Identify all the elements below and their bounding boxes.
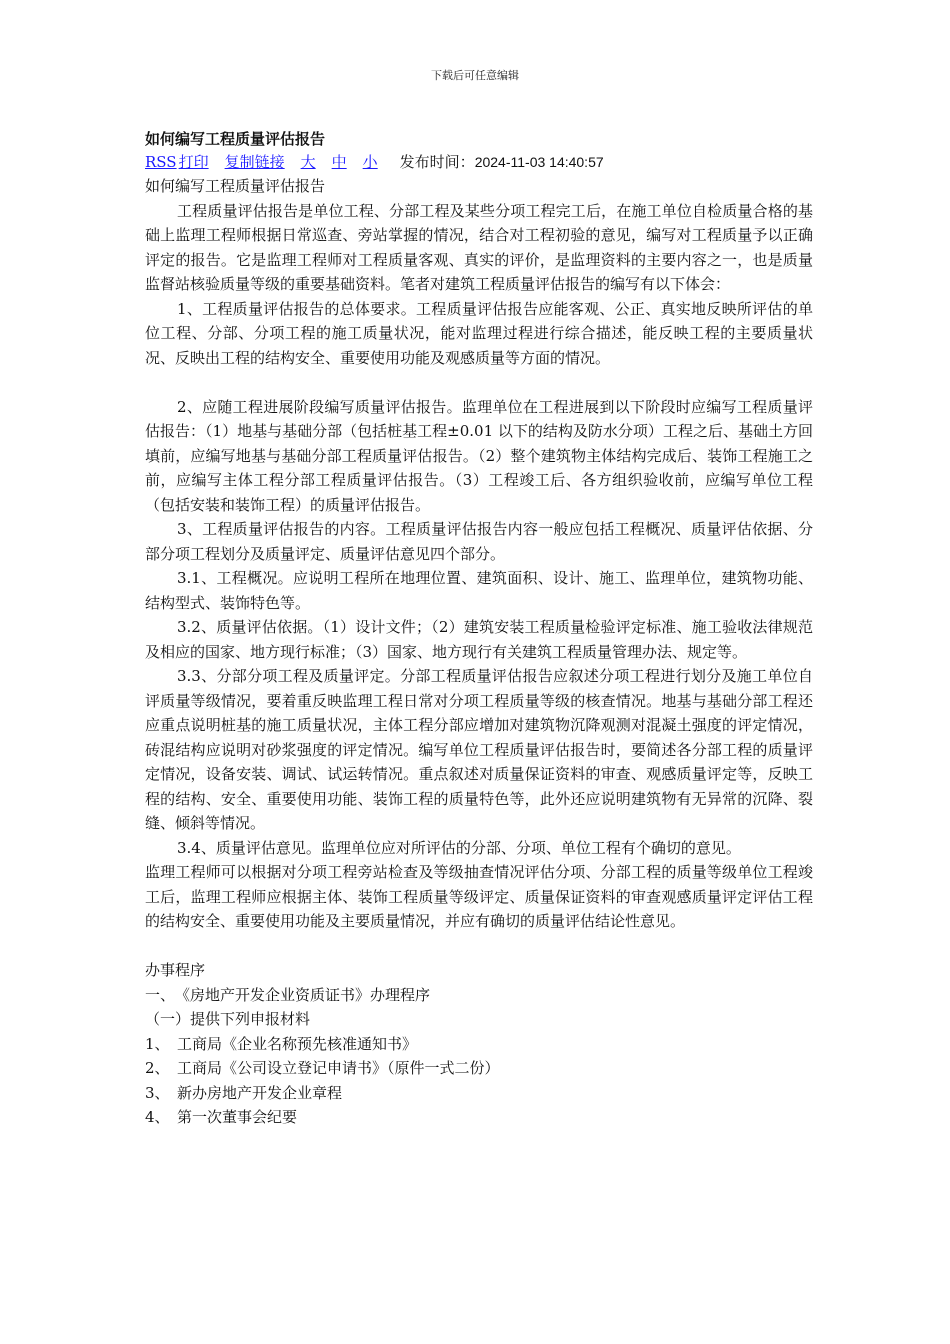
procedure-subsection: （一）提供下列申报材料: [145, 1010, 311, 1028]
font-medium-link[interactable]: 中: [331, 153, 347, 171]
paragraph-1: 1、工程质量评估报告的总体要求。工程质量评估报告应能客观、公正、真实地反映所评估的单位工程、分部、分项工程的施工质量状况，能对监理过程进行综合描述，能反映工程的主要质量状况、反映出工程的结构安全、重要使用功能及观感质量等方面的情况。: [145, 299, 813, 367]
procedure-heading: 办事程序: [145, 961, 206, 979]
paragraph-3-4: 3.4、质量评估意见。监理单位应对所评估的分部、分项、单位工程有个确切的意见。: [177, 838, 741, 857]
paragraph-3-2: 3.2、质量评估依据。（1）设计文件；（2）建筑安装工程质量检验评定标准、施工验收法律规范及相应的国家、地方现行标准；（3）国家、地方现行有关建筑工程质量管理办法、规定等。: [145, 618, 813, 661]
publish-time: 2024-11-03 14:40:57: [474, 154, 604, 170]
paragraph-intro: 工程质量评估报告是单位工程、分部工程及某些分项工程完工后，在施工单位自检质量合格的基础上监理工程师根据日常巡查、旁站掌握的情况，结合对工程初验的意见，编写对工程质量予以正确评定的报告。它是监理工程师对工程质量客观、真实的评价，是监理资料的主要内容之一，也是质量监督站核验质量等级的重要基础资料。笔者对建筑工程质量评估报告的编写有以下体会：: [145, 201, 813, 293]
copy-link[interactable]: 复制链接: [224, 153, 285, 171]
list-item: 2、 工商局《公司设立登记申请书》（原件一式二份）: [145, 1059, 500, 1077]
article-subtitle: 如何编写工程质量评估报告: [145, 177, 326, 195]
article-toolbar: [145, 150, 813, 174]
paragraph-3-1: 3.1、工程概况。应说明工程所在地理位置、建筑面积、设计、施工、监理单位，建筑物功能、结构型式、装饰特色等。: [145, 569, 813, 612]
header-note: 下载后可任意编辑: [431, 69, 519, 82]
font-small-link[interactable]: 小: [362, 153, 378, 171]
paragraph-2: 2、应随工程进展阶段编写质量评估报告。监理单位在工程进展到以下阶段时应编写工程质量评估报告：（1）地基与基础分部（包括桩基工程±0.01 以下的结构及防水分项）工程之后、基础土方回填前，应编写地基与基础分部工程质量评估报告。（2）整个建筑物主体结构完成后、装饰工程施工之前，应编写主体工程分部工程质量评估报告。（3）工程竣工后、各方组织验收前，应编写单位工程（包括安装和装饰工程）的质量评估报告。: [145, 397, 813, 514]
document-body: [145, 128, 813, 1130]
rss-link[interactable]: RSS: [145, 153, 177, 171]
list-item: 4、 第一次董事会纪要: [145, 1108, 298, 1126]
paragraph-3: 3、工程质量评估报告的内容。工程质量评估报告内容一般应包括工程概况、质量评估依据、分部分项工程划分及质量评定、质量评估意见四个部分。: [145, 520, 813, 563]
list-item: 1、 工商局《企业名称预先核准通知书》: [145, 1034, 418, 1053]
spacer: [145, 370, 813, 395]
spacer: [145, 934, 813, 959]
page-title: 如何编写工程质量评估报告: [145, 130, 326, 148]
print-link[interactable]: 打印: [178, 153, 209, 171]
paragraph-closing: 监理工程师可以根据对分项工程旁站检查及等级抽查情况评估分项、分部工程的质量等级单位工程竣工后，监理工程师应根据主体、装饰工程质量等级评定、质量保证资料的审查观感质量评定评估工程的结构安全、重要使用功能及主要质量情况，并应有确切的质量评估结论性意见。: [145, 863, 813, 930]
procedure-section: 一、 《房地产开发企业资质证书》办理程序: [145, 985, 431, 1004]
list-item: 3、 新办房地产开发企业章程: [145, 1083, 343, 1102]
font-large-link[interactable]: 大: [300, 153, 316, 171]
paragraph-3-3: 3.3、分部分项工程及质量评定。分部工程质量评估报告应叙述分项工程进行划分及施工单位自评质量等级情况，要着重反映监理工程日常对分项工程质量等级的核查情况。地基与基础分部工程还应重点说明桩基的施工质量状况，主体工程分部应增加对建筑物沉降观测对混凝土强度的评定情况，砖混结构应说明对砂浆强度的评定情况。编写单位工程质量评估报告时，要简述各分部工程的质量评定情况，设备安装、调试、试运转情况。重点叙述对质量保证资料的审查、观感质量评定等，反映工程的结构、安全、重要使用功能、装饰工程的质量特色等，此外还应说明建筑物有无异常的沉降、裂缝、倾斜等情况。: [145, 667, 813, 832]
publish-label: 发布时间：: [399, 153, 475, 171]
